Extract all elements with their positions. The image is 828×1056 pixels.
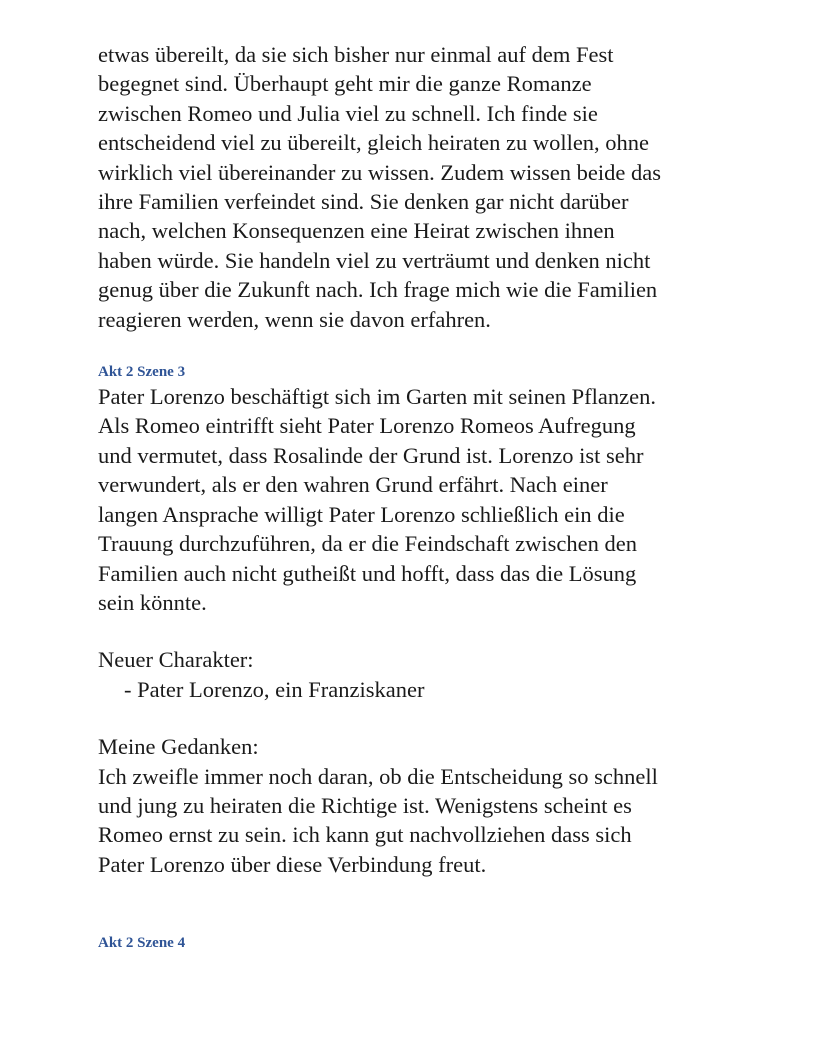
document-page xyxy=(98,40,738,953)
text-line: Familien auch nicht gutheißt und hofft, dass das die Lösung xyxy=(98,560,637,586)
text-line: und jung zu heiraten die Richtige ist. Wenigstens scheint es xyxy=(98,792,632,818)
text-line: reagieren werden, wenn sie davon erfahren. xyxy=(98,306,491,332)
scene4-heading: Akt 2 Szene 4 xyxy=(98,935,186,952)
text-line: wirklich viel übereinander zu wissen. Zudem wissen beide das xyxy=(98,159,661,185)
scene3-heading: Akt 2 Szene 3 xyxy=(98,364,186,381)
text-line: zwischen Romeo und Julia viel zu schnell. Ich finde sie xyxy=(98,100,598,126)
text-line: etwas übereilt, da sie sich bisher nur einmal auf dem Fest xyxy=(98,42,614,67)
characters-section xyxy=(98,645,738,704)
text-line: begegnet sind. Überhaupt geht mir die ganze Romanze xyxy=(98,71,592,97)
text-line: Pater Lorenzo beschäftigt sich im Garten mit seinen Pflanzen. xyxy=(98,384,656,410)
text-line: langen Ansprache willigt Pater Lorenzo schließlich ein die xyxy=(98,501,625,527)
text-line: haben würde. Sie handeln viel zu verträumt und denken nicht xyxy=(98,247,651,273)
text-line: und vermutet, dass Rosalinde der Grund ist. Lorenzo ist sehr xyxy=(98,442,644,468)
text-line: sein könnte. xyxy=(98,589,207,615)
characters-label: Neuer Charakter: xyxy=(98,647,254,673)
text-line: ihre Familien verfeindet sind. Sie denken gar nicht darüber xyxy=(98,189,629,215)
text-line: verwundert, als er den wahren Grund erfährt. Nach einer xyxy=(98,472,608,498)
text-line: genug über die Zukunft nach. Ich frage mich wie die Familien xyxy=(98,277,658,303)
text-line: entscheidend viel zu übereilt, gleich heiraten zu wollen, ohne xyxy=(98,130,650,156)
text-line: Als Romeo eintrifft sieht Pater Lorenzo Romeos Aufregung xyxy=(98,413,636,439)
text-line: Pater Lorenzo über diese Verbindung freut. xyxy=(98,851,487,877)
character-item: - Pater Lorenzo, ein Franziskaner xyxy=(124,676,425,702)
text-line: nach, welchen Konsequenzen eine Heirat zwischen ihnen xyxy=(98,218,615,244)
text-line: Romeo ernst zu sein. ich kann gut nachvollziehen dass sich xyxy=(98,822,632,848)
text-line: Trauung durchzuführen, da er die Feindschaft zwischen den xyxy=(98,531,638,557)
scene3-summary xyxy=(98,382,738,617)
thoughts-label: Meine Gedanken: xyxy=(98,734,259,760)
thoughts-section xyxy=(98,732,738,879)
text-line: Ich zweifle immer noch daran, ob die Entscheidung so schnell xyxy=(98,763,658,789)
intro-paragraph xyxy=(98,40,738,334)
